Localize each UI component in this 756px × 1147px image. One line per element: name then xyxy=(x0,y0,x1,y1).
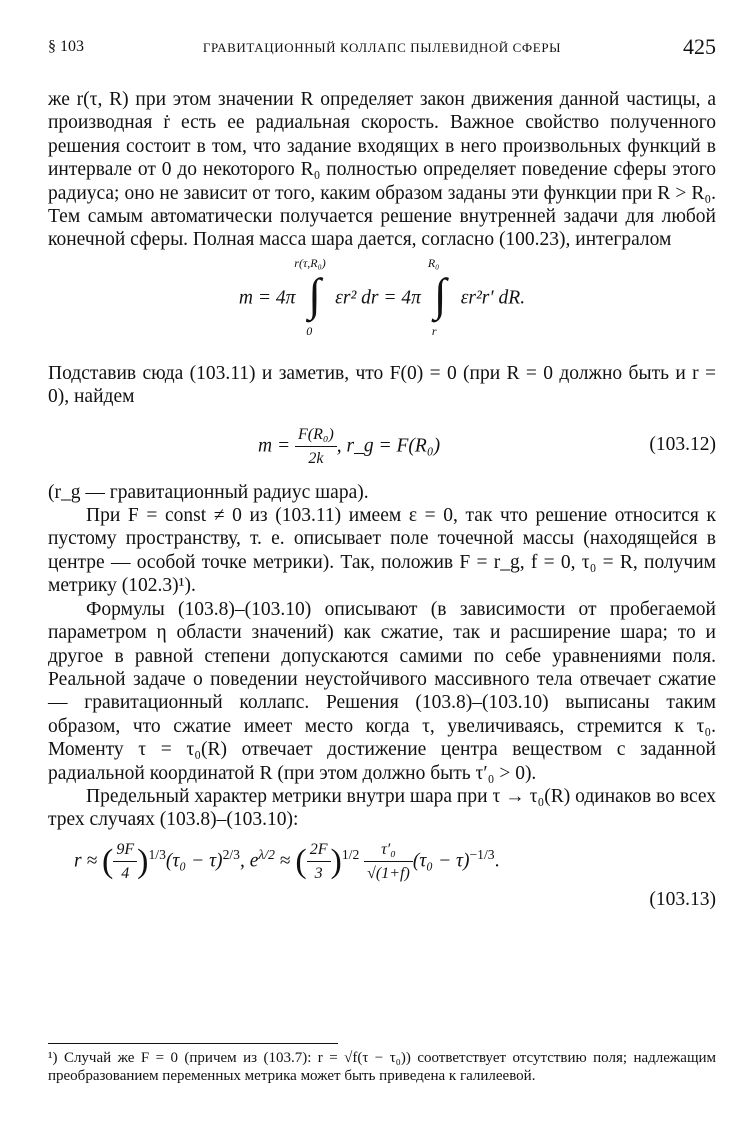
mass-integral-equation xyxy=(48,252,716,362)
eq-mass-integrand-2: εr²r′ dR. xyxy=(460,287,526,309)
paragraph-1: же r(τ, R) при этом значении R определяет закон движения данной частицы, а производная ṙ есть ее радиальная скорость. Важное свойство полученного решения состоит в том, что задание входящих в него произвольных функций в интервале от 0 до некоторого R₀ полностью определяет поведение сферы этого радиуса; оно не зависит от того, каким образом заданы эти функции при R > R₀. Тем самым автоматически получается решение внутренней задачи для любой конечной сферы. Полная масса шара дается, согласно (100.23), интегралом xyxy=(48,89,716,251)
running-title: ГРАВИТАЦИОННЫЙ КОЛЛАПС ПЫЛЕВИДНОЙ СФЕРЫ xyxy=(202,40,562,55)
footnote-rule xyxy=(48,1043,338,1044)
footnote-text: Случай же F = 0 (причем из (103.7): r = √f(τ − τ₀)) соответствует отсутствию поля; надлежащим преобразованием переменных метрика может быть приведена к галилеевой. xyxy=(48,1050,717,1084)
paragraph-3: (r_g — гравитационный радиус шара). xyxy=(48,481,369,503)
paragraph-6: Предельный характер метрики внутри шара при τ → τ₀(R) одинаков во всех трех случаях (103.8)–(103.10): xyxy=(48,785,716,831)
integral-sign: R₀ ∫ r xyxy=(427,255,447,339)
footnote-marker: ¹) xyxy=(48,1050,58,1066)
footnote xyxy=(48,1049,716,1085)
page-number: 425 xyxy=(683,34,716,59)
paragraph-5: Формулы (103.8)–(103.10) описывают (в зависимости от пробегаемой параметром η области значений) как сжатие, так и расширение шара; то и другое в равной степени допускаются самими по себе уравнениями поля. Реальной задаче о поведении неустойчивого массивного тела отвечает сжатие — гравитационный коллапс. Решения (103.8)–(103.10) выписаны таким образом, что сжатие имеет место когда τ, увеличиваясь, стремится к τ₀. Моменту τ = τ₀(R) отвечает достижение центра веществом с заданной радиальной координатой R (при этом должно быть τ′₀ > 0). xyxy=(48,598,716,784)
section-number: § 103 xyxy=(48,38,84,55)
eq-mass-integrand-1: εr² dr = 4π xyxy=(335,287,421,309)
equation-103-13: r ≈ ( $\frac{9F}{4}$ )$^{1/3}(\tau_0 - \tau)^{2/3}$, $e^{\lambda/2}$ ≈ ( $\frac{2F}{3}$ )$^{1/2}$ $\frac{\text{τ′₀}}{√(1+f)}$ $(\tau_0 - \tau)^{-1/3}$. (103.13) xyxy=(48,832,716,924)
running-header xyxy=(48,28,716,62)
main-text xyxy=(48,88,716,924)
integral-sign: r(τ,R₀) ∫ 0 xyxy=(294,255,326,339)
eq-mass-lhs: m = 4π xyxy=(238,287,296,309)
equation-number: (103.13) xyxy=(649,888,716,910)
paragraph-2: Подставив сюда (103.11) и заметив, что F(0) = 0 (при R = 0 должно быть и r = 0), найдем xyxy=(48,362,716,408)
paragraph-4: При F = const ≠ 0 из (103.11) имеем ε = 0, так что решение относится к пустому пространству, т. е. описывает поле точечной массы (находящейся в центре — особой точке метрики). Так, положив F = r_g, f = 0, τ₀ = R, получим метрику (102.3)¹). xyxy=(48,505,716,597)
equation-103-12: m = $\frac{\text{F(R₀)}}{2k}$ , r_g = F(R₀) (103.12) xyxy=(48,409,716,481)
equation-number: (103.12) xyxy=(649,433,716,455)
